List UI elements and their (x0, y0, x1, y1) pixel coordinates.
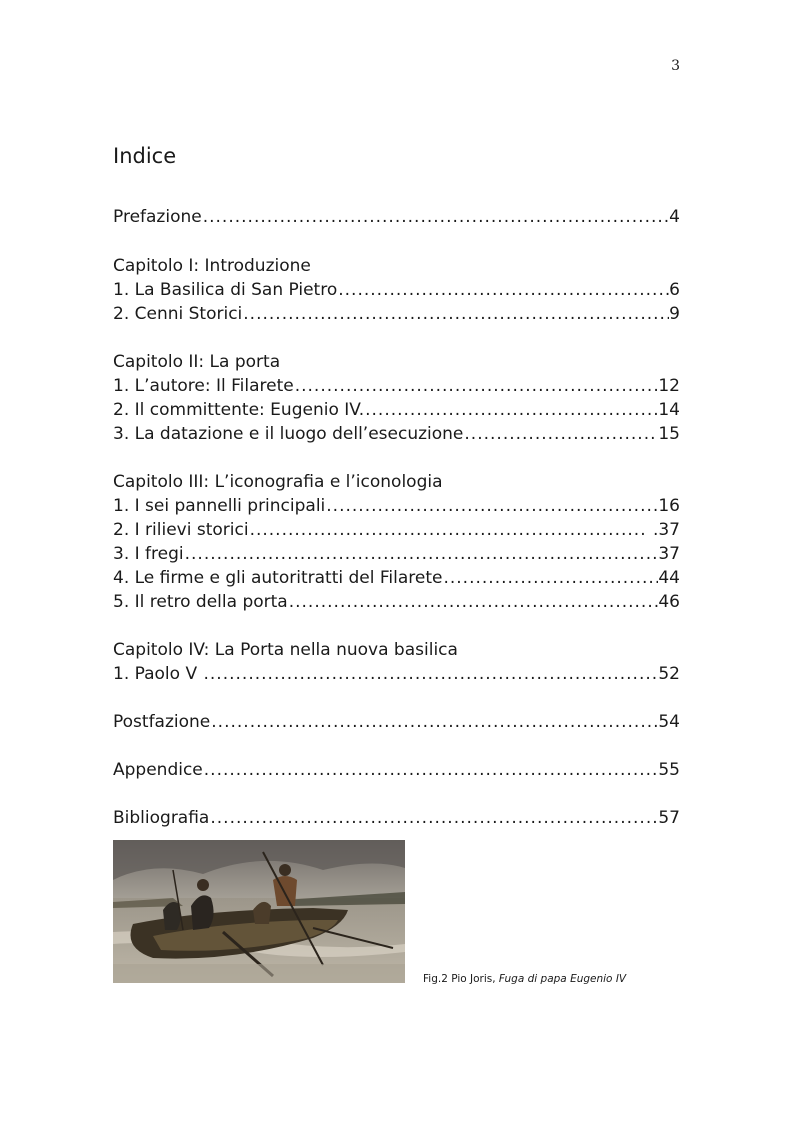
toc-entry (113, 542, 680, 566)
toc-entry-label: 3. I fregi (113, 544, 184, 564)
chapter-heading-2: Capitolo II: La porta (113, 352, 281, 372)
toc-entry-page: 12 (658, 376, 680, 396)
toc-entry-label: 1. I sei pannelli principali (113, 496, 326, 516)
leader-dots (202, 205, 669, 229)
toc-entry-page: 15 (658, 424, 680, 444)
painting-figure (113, 840, 405, 983)
toc-entry-page: 9 (669, 304, 680, 324)
toc-entry-page: 55 (658, 760, 680, 780)
toc-entry-page: 14 (658, 400, 680, 420)
toc-entry-label: 1. Paolo V (113, 664, 203, 684)
chapter-heading-3: Capitolo III: L’iconografia e l’iconologia (113, 472, 443, 492)
leader-dots (209, 806, 658, 830)
figure-caption (423, 973, 626, 985)
toc-entry-label: Postfazione (113, 712, 211, 732)
chapter-heading-4: Capitolo IV: La Porta nella nuova basilica (113, 640, 458, 660)
toc-entry-page: 57 (658, 808, 680, 828)
leader-dots (203, 758, 659, 782)
toc-entry-page: 6 (669, 280, 680, 300)
index-title: Indice (113, 144, 177, 168)
leader-dots (288, 590, 659, 614)
toc-entry-label: Prefazione (113, 207, 202, 227)
leader-dots (337, 278, 669, 302)
toc-entry-appendice (113, 758, 680, 782)
toc-entry-label: 1. La Basilica di San Pietro (113, 280, 338, 300)
leader-dots (249, 518, 648, 542)
toc-entry-label: Bibliografia (113, 808, 210, 828)
toc-entry-label: 4. Le firme e gli autoritratti del Filarete (113, 568, 443, 588)
toc-entry-bibliografia (113, 806, 680, 830)
toc-entry (113, 422, 680, 446)
toc-entry-page: .37 (647, 520, 680, 540)
leader-dots (203, 662, 659, 686)
toc-entry-page: 37 (658, 544, 680, 564)
toc-entry-label: 2. Cenni Storici (113, 304, 243, 324)
toc-entry-page: 52 (658, 664, 680, 684)
toc-entry-page: 46 (658, 592, 680, 612)
leader-dots (184, 542, 659, 566)
toc-entry (113, 278, 680, 302)
toc-entry-prefazione (113, 205, 680, 229)
caption-title: Fuga di papa Eugenio IV (498, 973, 627, 985)
toc-entry (113, 494, 680, 518)
toc-entry-page: 54 (658, 712, 680, 732)
toc-entry (113, 518, 680, 542)
page-number: 3 (671, 58, 680, 74)
toc-entry-label: 2. Il committente: Eugenio IV. (113, 400, 365, 420)
toc-entry (113, 302, 680, 326)
toc-entry (113, 374, 680, 398)
leader-dots (364, 398, 658, 422)
toc-entry-page: 44 (658, 568, 680, 588)
leader-dots (242, 302, 669, 326)
leader-dots (442, 566, 658, 590)
leader-dots (210, 710, 658, 734)
toc-entry (113, 398, 680, 422)
toc-entry (113, 590, 680, 614)
toc-entry-label: 2. I rilievi storici (113, 520, 249, 540)
chapter-heading-1: Capitolo I: Introduzione (113, 256, 311, 276)
caption-prefix: Fig.2 Pio Joris, (423, 973, 499, 985)
toc-entry-page: 16 (658, 496, 680, 516)
leader-dots (463, 422, 658, 446)
leader-dots (325, 494, 658, 518)
leader-dots (294, 374, 659, 398)
toc-entry-label: 3. La datazione e il luogo dell’esecuzione (113, 424, 464, 444)
toc-entry-label: 5. Il retro della porta (113, 592, 288, 612)
toc-entry-label: 1. L’autore: Il Filarete (113, 376, 294, 396)
toc-entry (113, 662, 680, 686)
painting-image (113, 840, 405, 983)
toc-entry-postfazione (113, 710, 680, 734)
toc-entry-label: Appendice (113, 760, 203, 780)
toc-entry-page: 4 (669, 207, 680, 227)
toc-entry (113, 566, 680, 590)
